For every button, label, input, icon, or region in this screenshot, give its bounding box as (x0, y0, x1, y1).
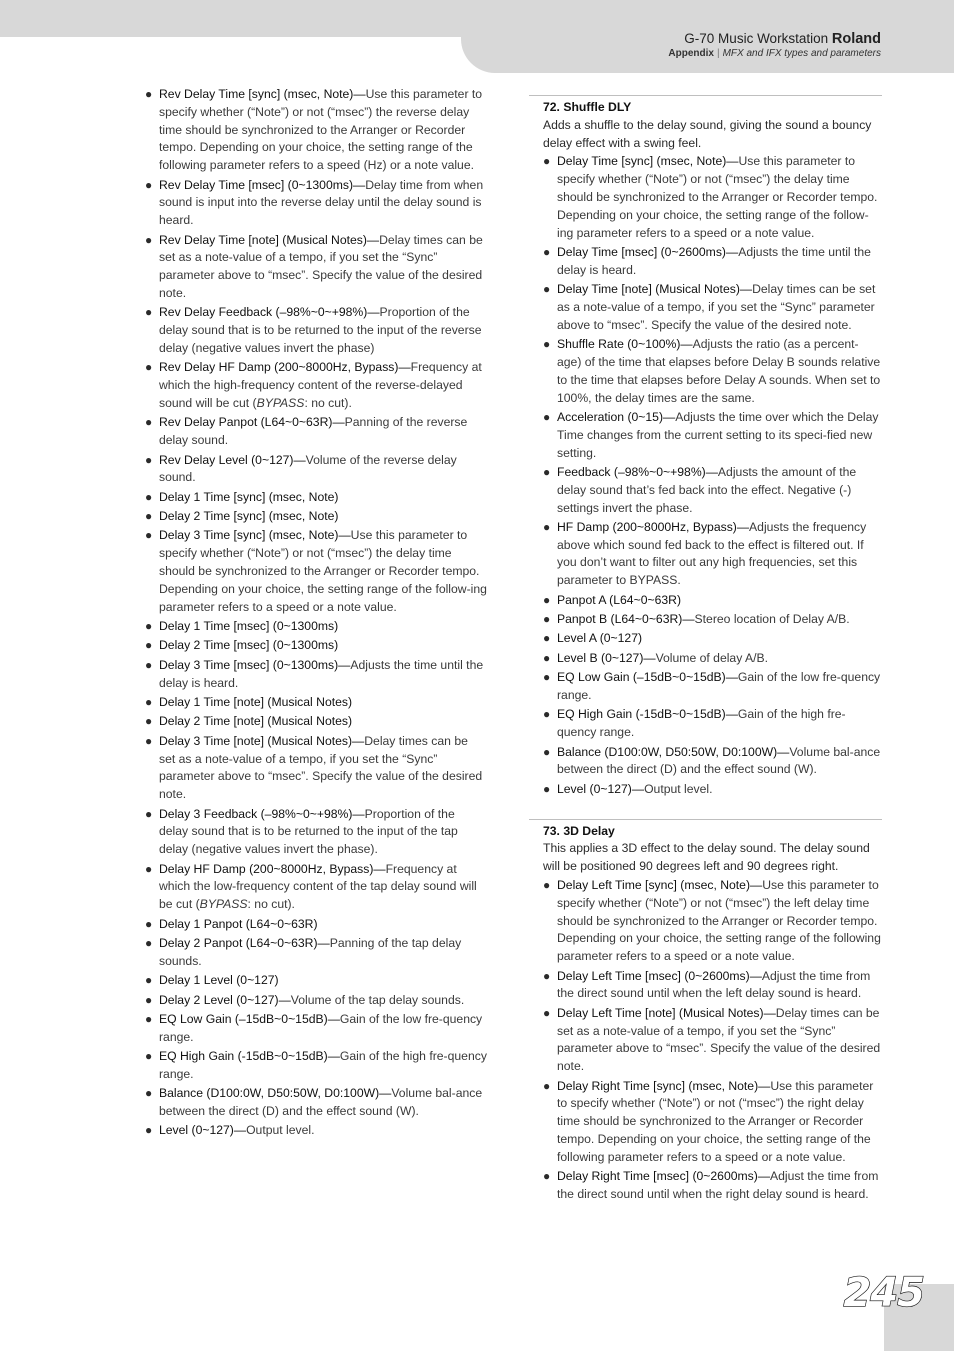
parameter-name: Level (0~127)— (557, 781, 645, 796)
product-name: G-70 Music Workstation (684, 31, 829, 46)
parameter-name: Delay Time [sync] (msec, Note)— (557, 154, 739, 169)
parameter-description: : no cut). (304, 395, 352, 410)
parameter-name: Delay 3 Time [msec] (0~1300ms)— (159, 657, 351, 672)
parameter-item (145, 508, 487, 526)
breadcrumb-separator: | (716, 48, 720, 59)
parameter-name: Rev Delay Time [sync] (msec, Note)— (159, 87, 366, 101)
parameter-description: Delay times can be set as a note-value of a tempo, if you set the “Sync” parameter above to “msec”. Specify the value of the desired note. (557, 1005, 881, 1074)
page-number: 245 (843, 1270, 924, 1316)
parameter-description: Gain of the low fre-quency range. (159, 1011, 483, 1044)
parameter-item (145, 86, 487, 175)
bullet-icon: ● (145, 638, 153, 653)
bullet-icon: ● (145, 619, 153, 634)
bullet-icon: ● (543, 592, 551, 607)
parameter-description: Volume of delay A/B. (655, 650, 769, 665)
bullet-icon: ● (543, 707, 551, 722)
bullet-icon: ● (543, 744, 551, 759)
bullet-icon: ● (543, 781, 551, 796)
parameter-item (145, 452, 487, 488)
parameter-description: Volume bal-ance between the direct (D) and the effect sound (W). (159, 1086, 483, 1119)
bullet-icon: ● (145, 232, 153, 247)
parameter-item (543, 611, 882, 629)
bullet-icon: ● (543, 650, 551, 665)
parameter-item (145, 414, 487, 450)
parameter-description: Use this parameter to specify whether (“Note”) or not (“msec”) the left delay time should be synchronized to the Arranger or Recorder tempo. Depending on your choice, the setting range of the following parameter refers to a speed or a note value. (557, 877, 881, 964)
parameter-name: Rev Delay HF Damp (200~8000Hz, Bypass)— (159, 360, 411, 375)
bullet-icon: ● (543, 670, 551, 685)
parameter-item (543, 781, 882, 799)
parameter-name: Delay Right Time [msec] (0~2600ms)— (557, 1169, 771, 1184)
parameter-item (543, 706, 882, 742)
parameter-name: Delay Left Time [msec] (0~2600ms)— (557, 968, 762, 983)
left-column (145, 86, 487, 1142)
parameter-name: EQ Low Gain (–15dB~0~15dB)— (159, 1011, 340, 1026)
parameter-item (543, 592, 882, 610)
bullet-icon: ● (145, 714, 153, 729)
parameter-item (145, 972, 487, 990)
parameter-description: Adjusts the time until the delay is heard. (557, 244, 871, 277)
parameter-description: Adjust the time from the direct sound until when the right delay sound is heard. (557, 1169, 879, 1201)
parameter-item (543, 1005, 882, 1076)
parameter-name: Delay 2 Time [sync] (msec, Note) (159, 509, 339, 524)
parameter-item (145, 861, 487, 914)
parameter-item (145, 304, 487, 357)
parameter-description: Gain of the high fre-quency range. (159, 1049, 487, 1081)
right-column (529, 95, 882, 1224)
bullet-icon: ● (145, 489, 153, 504)
parameter-item (543, 336, 882, 407)
parameter-item (145, 1048, 487, 1084)
parameter-description: Gain of the high fre-quency range. (557, 707, 846, 740)
bullet-icon: ● (543, 244, 551, 259)
bullet-icon: ● (543, 154, 551, 169)
parameter-name: Delay 3 Feedback (–98%~0~+98%)— (159, 806, 365, 821)
parameter-name: Delay 2 Panpot (L64~0~63R)— (159, 935, 330, 950)
bullet-icon: ● (145, 509, 153, 524)
parameter-name: Delay 3 Time [note] (Musical Notes)— (159, 733, 365, 748)
parameter-value-emphasis: BYPASS (199, 897, 248, 912)
parameter-item (145, 713, 487, 731)
bullet-icon: ● (145, 992, 153, 1007)
bullet-icon: ● (145, 415, 153, 430)
parameter-item (145, 935, 487, 971)
parameter-name: Level B (0~127)— (557, 650, 656, 665)
parameter-name: Delay 2 Time [msec] (0~1300ms) (159, 638, 339, 653)
parameter-item (145, 694, 487, 712)
parameter-item (145, 232, 487, 303)
parameter-description: Frequency at which the high-frequency content of the reverse-delayed sound will be cut ( (159, 360, 482, 410)
parameter-item (145, 806, 487, 859)
parameter-item (145, 733, 487, 804)
parameter-item (543, 877, 882, 966)
parameter-description: Use this parameter to specify whether (“Note”) or not (“msec”) the delay time should be synchronized to the Arranger or Recorder tempo. Depending on your choice, the setting range of the follow-ing parameter refers to a speed or a note value. (557, 154, 878, 240)
parameter-description: Use this parameter to specify whether (“Note”) or not (“msec”) the right delay time should be synchronized to the Arranger or Recorder tempo. Depending on your choice, the setting range of the following parameter refers to a speed or a note value. (557, 1078, 874, 1164)
parameter-description: Volume bal-ance between the direct (D) and the effect sound (W). (557, 744, 881, 777)
parameter-description: Delay time from when sound is input into the reverse delay until the delay sound is heard. (159, 177, 484, 228)
bullet-icon: ● (543, 464, 551, 479)
parameter-name: Delay 1 Time [sync] (msec, Note) (159, 489, 339, 504)
parameter-item (145, 992, 487, 1010)
parameter-name: Level (0~127)— (159, 1123, 247, 1138)
parameter-name: EQ High Gain (-15dB~0~15dB)— (159, 1049, 340, 1064)
bullet-icon: ● (145, 695, 153, 710)
parameter-name: Delay 2 Time [note] (Musical Notes) (159, 714, 353, 729)
bullet-icon: ● (145, 360, 153, 375)
header-title (684, 31, 881, 47)
parameter-description: Delay times can be set as a note-value of a tempo, if you set the “Sync” parameter above to “msec”. Specify the value of the desired note. (159, 733, 483, 802)
parameter-name: Delay 1 Time [msec] (0~1300ms) (159, 619, 339, 634)
parameter-item (145, 1011, 487, 1047)
bullet-icon: ● (543, 968, 551, 983)
parameter-item (543, 244, 882, 280)
parameter-item (145, 489, 487, 507)
parameter-list (543, 877, 882, 1204)
bullet-icon: ● (145, 916, 153, 931)
parameter-description: Delay times can be set as a note-value of a tempo, if you set the “Sync” parameter above to “msec”. Specify the value of the desired note. (557, 282, 876, 332)
parameter-item (145, 359, 487, 412)
parameter-name: Delay 3 Time [sync] (msec, Note)— (159, 528, 351, 543)
parameter-description: Output level. (644, 781, 713, 796)
parameter-name: EQ High Gain (-15dB~0~15dB)— (557, 707, 738, 722)
parameter-name: Feedback (–98%~0~+98%)— (557, 464, 718, 479)
bullet-icon: ● (145, 806, 153, 821)
parameter-description: Stereo location of Delay A/B. (694, 612, 850, 627)
parameter-description: Gain of the low fre-quency range. (557, 670, 881, 703)
bullet-icon: ● (543, 519, 551, 534)
parameter-item (543, 968, 882, 1004)
parameter-description: : no cut). (247, 897, 295, 912)
parameter-item (145, 916, 487, 934)
section-3d-delay (529, 819, 882, 1204)
header-tab (461, 0, 954, 73)
parameter-item (543, 409, 882, 462)
breadcrumb-section: Appendix (668, 48, 714, 59)
parameter-name: Delay Time [note] (Musical Notes)— (557, 282, 753, 297)
parameter-list (543, 153, 882, 798)
parameter-name: Panpot B (L64~0~63R)— (557, 612, 695, 627)
parameter-description: Use this parameter to specify whether (“Note”) or not (“msec”) the reverse delay time should be synchronized to the Arranger or Recorder tempo. Depending on your choice, the setting range of the following parameter refers to a speed (Hz) or a note value. (159, 87, 483, 173)
parameter-item (145, 618, 487, 636)
parameter-name: Acceleration (0~15)— (557, 409, 676, 424)
bullet-icon: ● (145, 973, 153, 988)
parameter-name: Delay Left Time [note] (Musical Notes)— (557, 1005, 776, 1020)
parameter-name: Shuffle Rate (0~100%)— (557, 337, 693, 352)
parameter-description: Adjusts the time over which the Delay Time changes from the current setting to its speci-fied new setting. (557, 409, 879, 460)
bullet-icon: ● (543, 337, 551, 352)
parameter-description: Panning of the tap delay sounds. (159, 935, 462, 968)
bullet-icon: ● (145, 305, 153, 320)
parameter-item (543, 464, 882, 517)
bullet-icon: ● (543, 1078, 551, 1093)
bullet-icon: ● (145, 733, 153, 748)
bullet-icon: ● (145, 1123, 153, 1138)
parameter-name: HF Damp (200~8000Hz, Bypass)— (557, 519, 750, 534)
parameter-item (145, 1085, 487, 1121)
parameter-value-emphasis: BYPASS (256, 395, 305, 410)
parameter-item (543, 630, 882, 648)
parameter-item (543, 650, 882, 668)
parameter-description: Proportion of the delay sound that is to be returned to the input of the tap delay (negative values invert the phase). (159, 806, 458, 857)
section-title: 73. 3D Delay (543, 823, 615, 838)
parameter-name: Rev Delay Time [msec] (0~1300ms)— (159, 177, 366, 192)
parameter-item (543, 153, 882, 242)
bullet-icon: ● (145, 452, 153, 467)
parameter-description: Use this parameter to specify whether (“Note”) or not (“msec”) the delay time should be synchronized to the Arranger or Recorder tempo. Depending on your choice, the setting range of the follow-ing parameter refers to a speed or a note value. (159, 528, 487, 614)
bullet-icon: ● (543, 631, 551, 646)
parameter-description: Frequency at which the low-frequency content of the tap delay sound will be cut ( (159, 861, 477, 912)
section-title: 72. Shuffle DLY (543, 100, 632, 114)
parameter-name: Rev Delay Panpot (L64~0~63R)— (159, 415, 345, 430)
bullet-icon: ● (145, 87, 153, 101)
parameter-item (543, 281, 882, 334)
bullet-icon: ● (543, 612, 551, 627)
parameter-description: Adjusts the amount of the delay sound that’s fed back into the effect. Negative (-) settings invert the phase. (557, 464, 857, 515)
parameter-name: Balance (D100:0W, D50:50W, D0:100W)— (159, 1086, 392, 1101)
breadcrumb-detail: MFX and IFX types and parameters (722, 48, 881, 59)
parameter-name: EQ Low Gain (–15dB~0~15dB)— (557, 670, 738, 685)
bullet-icon: ● (543, 409, 551, 424)
parameter-description: Proportion of the delay sound that is to be returned to the input of the reverse delay (negative values invert the phase) (159, 305, 482, 355)
parameter-description: Adjust the time from the direct sound until when the left delay sound is heard. (557, 968, 871, 1001)
parameter-name: Delay Time [msec] (0~2600ms)— (557, 244, 739, 259)
bullet-icon: ● (145, 1086, 153, 1101)
bullet-icon: ● (543, 1169, 551, 1184)
parameter-name: Panpot A (L64~0~63R) (557, 592, 682, 607)
parameter-description: Adjusts the ratio (as a percent-age) of the time that elapses before Delay B sounds relative to the time that elapses before Delay A sounds. When set to 100%, the delay times are the same. (557, 337, 881, 405)
parameter-name: Delay HF Damp (200~8000Hz, Bypass)— (159, 861, 386, 876)
parameter-name: Level A (0~127) (557, 631, 643, 646)
bullet-icon: ● (145, 1049, 153, 1064)
bullet-icon: ● (543, 877, 551, 892)
parameter-description: Output level. (246, 1123, 315, 1138)
parameter-item (145, 657, 487, 693)
parameter-item (145, 177, 487, 230)
bullet-icon: ● (145, 528, 153, 543)
bullet-icon: ● (145, 657, 153, 672)
parameter-name: Delay Left Time [sync] (msec, Note)— (557, 877, 763, 892)
parameter-description: Adjusts the frequency above which sound fed back to the effect is filtered out. If you don’t want to filter out any high frequencies, set this parameter to BYPASS. (557, 519, 867, 588)
parameter-description: Volume of the reverse delay sound. (159, 452, 457, 485)
parameter-item (145, 637, 487, 655)
parameter-item (543, 669, 882, 705)
parameter-name: Delay 1 Panpot (L64~0~63R) (159, 916, 318, 931)
parameter-name: Delay 1 Level (0~127) (159, 973, 279, 988)
bullet-icon: ● (543, 282, 551, 297)
bullet-icon: ● (543, 1005, 551, 1020)
brand-logo: Roland (831, 31, 881, 47)
bullet-icon: ● (145, 1011, 153, 1026)
parameter-name: Delay 2 Level (0~127)— (159, 992, 291, 1007)
parameter-name: Rev Delay Feedback (–98%~0~+98%)— (159, 305, 380, 320)
parameter-name: Rev Delay Time [note] (Musical Notes)— (159, 232, 380, 247)
parameter-name: Delay 1 Time [note] (Musical Notes) (159, 695, 353, 710)
parameter-name: Balance (D100:0W, D50:50W, D0:100W)— (557, 744, 790, 759)
parameter-item (543, 1078, 882, 1167)
parameter-item (145, 1122, 487, 1140)
parameter-description: Volume of the tap delay sounds. (290, 992, 465, 1007)
parameter-description: Adjusts the time until the delay is heard. (159, 657, 484, 690)
bullet-icon: ● (145, 177, 153, 192)
parameter-item (543, 519, 882, 590)
section-intro: This applies a 3D effect to the delay sound. The delay sound will be positioned 90 degrees left and 90 degrees right. (543, 841, 870, 874)
parameter-name: Rev Delay Level (0~127)— (159, 452, 306, 467)
bullet-icon: ● (145, 861, 153, 876)
parameter-description: Delay times can be set as a note-value of a tempo, if you set the “Sync” parameter above to “msec”. Specify the value of the desired note. (159, 232, 483, 300)
parameter-description: Panning of the reverse delay sound. (159, 415, 468, 448)
section-shuffle-dly (529, 95, 882, 799)
breadcrumb (668, 48, 881, 59)
parameter-name: Delay Right Time [sync] (msec, Note)— (557, 1078, 771, 1093)
parameter-item (145, 527, 487, 616)
section-intro: Adds a shuffle to the delay sound, giving the sound a bouncy delay effect with a swing feel. (543, 117, 872, 150)
bullet-icon: ● (145, 935, 153, 950)
parameter-item (543, 1168, 882, 1204)
parameter-item (543, 744, 882, 780)
